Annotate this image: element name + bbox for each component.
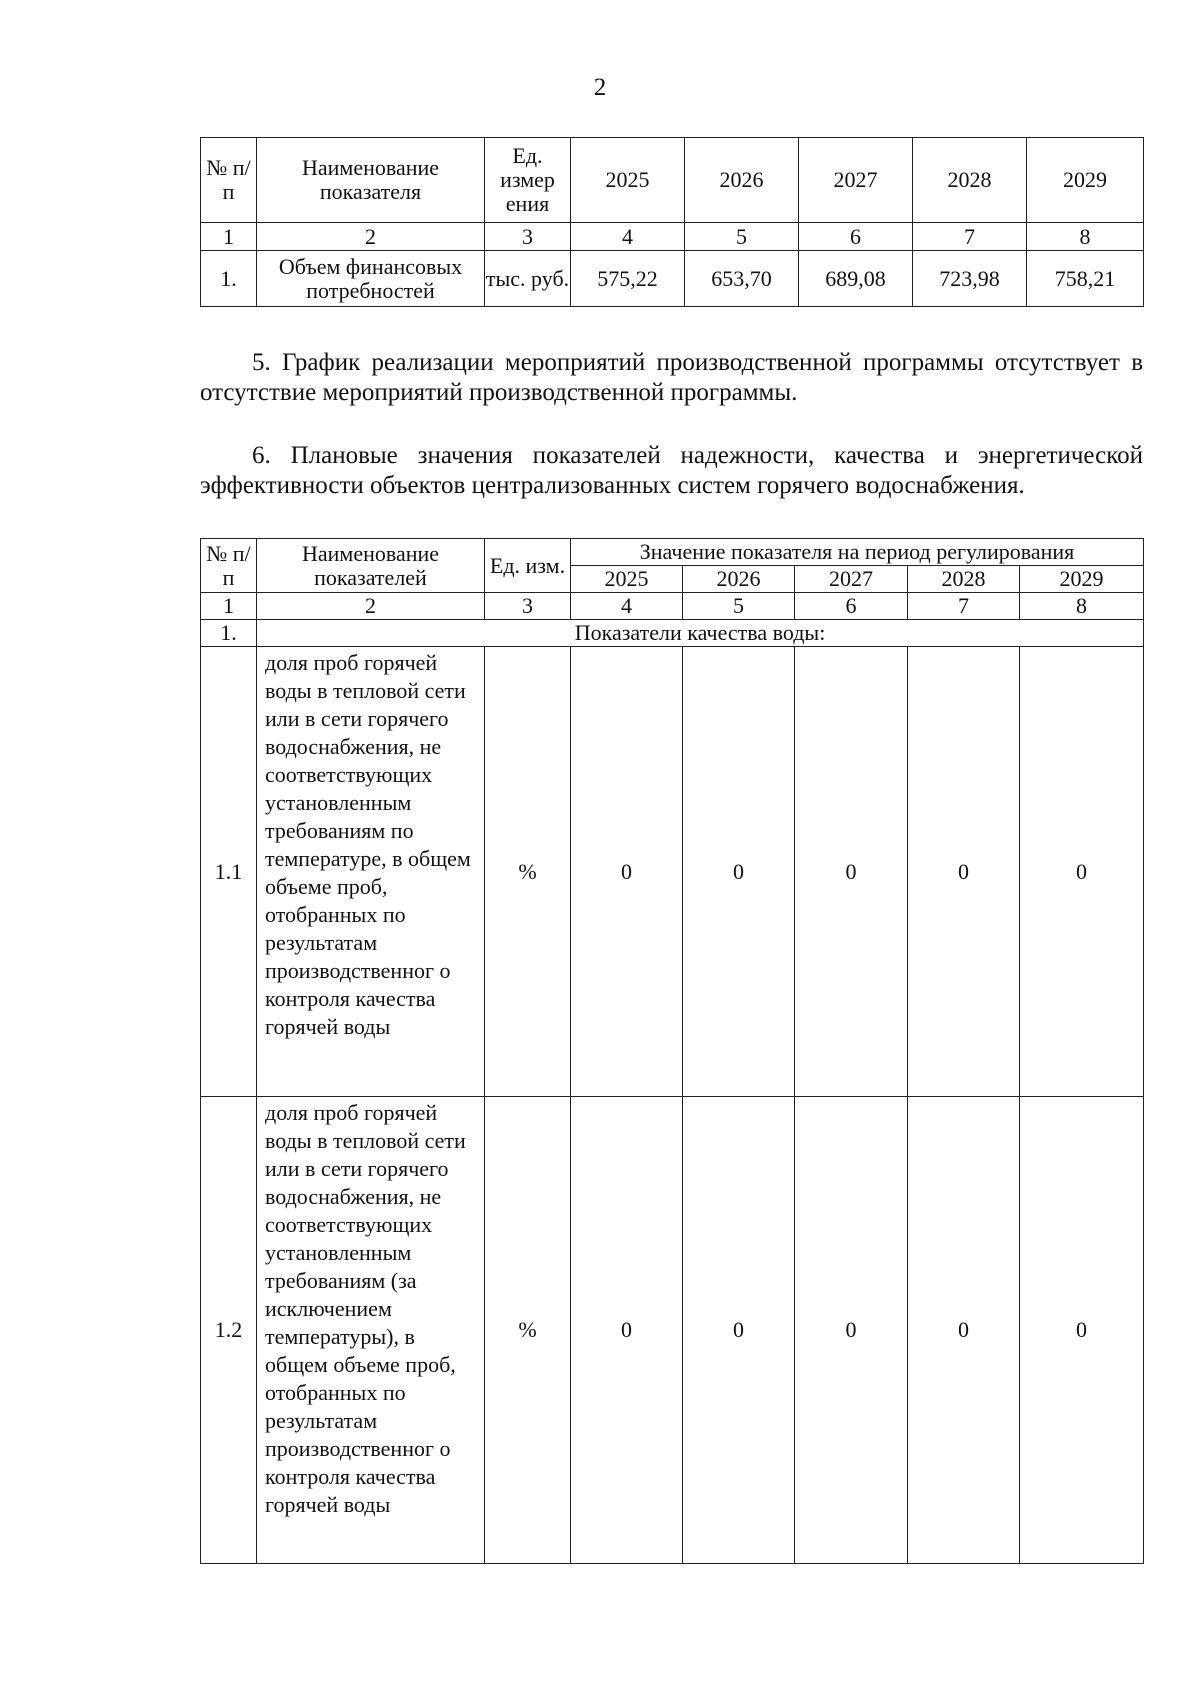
column-number: 3 (485, 593, 571, 620)
section-row (201, 620, 1144, 647)
column-number: 7 (908, 593, 1020, 620)
column-number: 7 (913, 223, 1027, 251)
value-cell: 758,21 (1027, 251, 1144, 307)
value-cell: 0 (1020, 1097, 1144, 1564)
quality-indicators-table (200, 538, 1144, 1564)
column-number: 2 (257, 593, 485, 620)
column-number: 1 (201, 223, 257, 251)
value-cell: 0 (795, 647, 908, 1097)
header-cell: № п/п (201, 138, 257, 223)
value-cell: 0 (683, 1097, 795, 1564)
header-cell: Ед. измер ения (485, 138, 571, 223)
header-cell: 2029 (1027, 138, 1144, 223)
section-number: 1. (201, 620, 257, 647)
value-cell: 0 (908, 1097, 1020, 1564)
header-cell: Наименование показателя (257, 138, 485, 223)
year-cell: 2025 (571, 566, 683, 593)
header-cell: Наименование показателей (257, 539, 485, 593)
header-cell: 2028 (913, 138, 1027, 223)
header-period-cell: Значение показателя на период регулирования (571, 539, 1144, 566)
column-number: 1 (201, 593, 257, 620)
table-header-row (201, 539, 1144, 566)
financial-needs-table (200, 137, 1144, 307)
column-number: 5 (685, 223, 799, 251)
column-number: 4 (571, 593, 683, 620)
paragraph-text: Плановые значения показателей надежности, качества и энергетической эффективности объектов централизованных систем горячего водоснабжения. (200, 442, 1143, 499)
column-number-row (201, 593, 1144, 620)
year-cell: 2028 (908, 566, 1020, 593)
row-name: доля проб горячей воды в тепловой сети или в сети горячего водоснабжения, не соответствующих установленным требованиям по температуре, в общем объеме проб, отобранных по результатам производственног о контроля качества горячей воды (257, 647, 485, 1097)
column-number: 4 (571, 223, 685, 251)
value-cell: 723,98 (913, 251, 1027, 307)
paragraph-number: 6. (252, 442, 271, 469)
page-number: 2 (593, 74, 607, 101)
row-unit: % (485, 647, 571, 1097)
paragraph-number: 5. (252, 349, 271, 376)
row-number: 1.1 (201, 647, 257, 1097)
header-cell: № п/п (201, 539, 257, 593)
paragraph-text: График реализации мероприятий производственной программы отсутствует в отсутствие мероприятий производственной программы. (200, 349, 1144, 406)
paragraph-5 (200, 348, 1143, 408)
table-row (201, 647, 1144, 1097)
row-number: 1.2 (201, 1097, 257, 1564)
row-name: доля проб горячей воды в тепловой сети или в сети горячего водоснабжения, не соответствующих установленным требованиям (за исключением температуры), в общем объеме проб, отобранных по результатам производственног о контроля качества горячей воды (257, 1097, 485, 1564)
row-name: Объем финансовых потребностей (257, 251, 485, 307)
value-cell: 0 (683, 647, 795, 1097)
value-cell: 0 (1020, 647, 1144, 1097)
value-cell: 575,22 (571, 251, 685, 307)
header-cell: 2026 (685, 138, 799, 223)
value-cell: 0 (571, 1097, 683, 1564)
column-number: 6 (799, 223, 913, 251)
section-title: Показатели качества воды: (257, 620, 1144, 647)
value-cell: 689,08 (799, 251, 913, 307)
column-number: 5 (683, 593, 795, 620)
column-number: 8 (1020, 593, 1144, 620)
year-cell: 2029 (1020, 566, 1144, 593)
column-number: 3 (485, 223, 571, 251)
column-number: 6 (795, 593, 908, 620)
header-cell: 2025 (571, 138, 685, 223)
table-row (201, 251, 1144, 307)
row-unit: % (485, 1097, 571, 1564)
row-unit: тыс. руб. (485, 251, 571, 307)
paragraph-6 (200, 441, 1143, 501)
column-number: 2 (257, 223, 485, 251)
row-number: 1. (201, 251, 257, 307)
table-header-row (201, 138, 1144, 223)
header-cell: 2027 (799, 138, 913, 223)
table-row (201, 1097, 1144, 1564)
year-cell: 2027 (795, 566, 908, 593)
value-cell: 0 (908, 647, 1020, 1097)
year-cell: 2026 (683, 566, 795, 593)
column-number-row (201, 223, 1144, 251)
value-cell: 653,70 (685, 251, 799, 307)
value-cell: 0 (795, 1097, 908, 1564)
header-cell: Ед. изм. (485, 539, 571, 593)
value-cell: 0 (571, 647, 683, 1097)
column-number: 8 (1027, 223, 1144, 251)
